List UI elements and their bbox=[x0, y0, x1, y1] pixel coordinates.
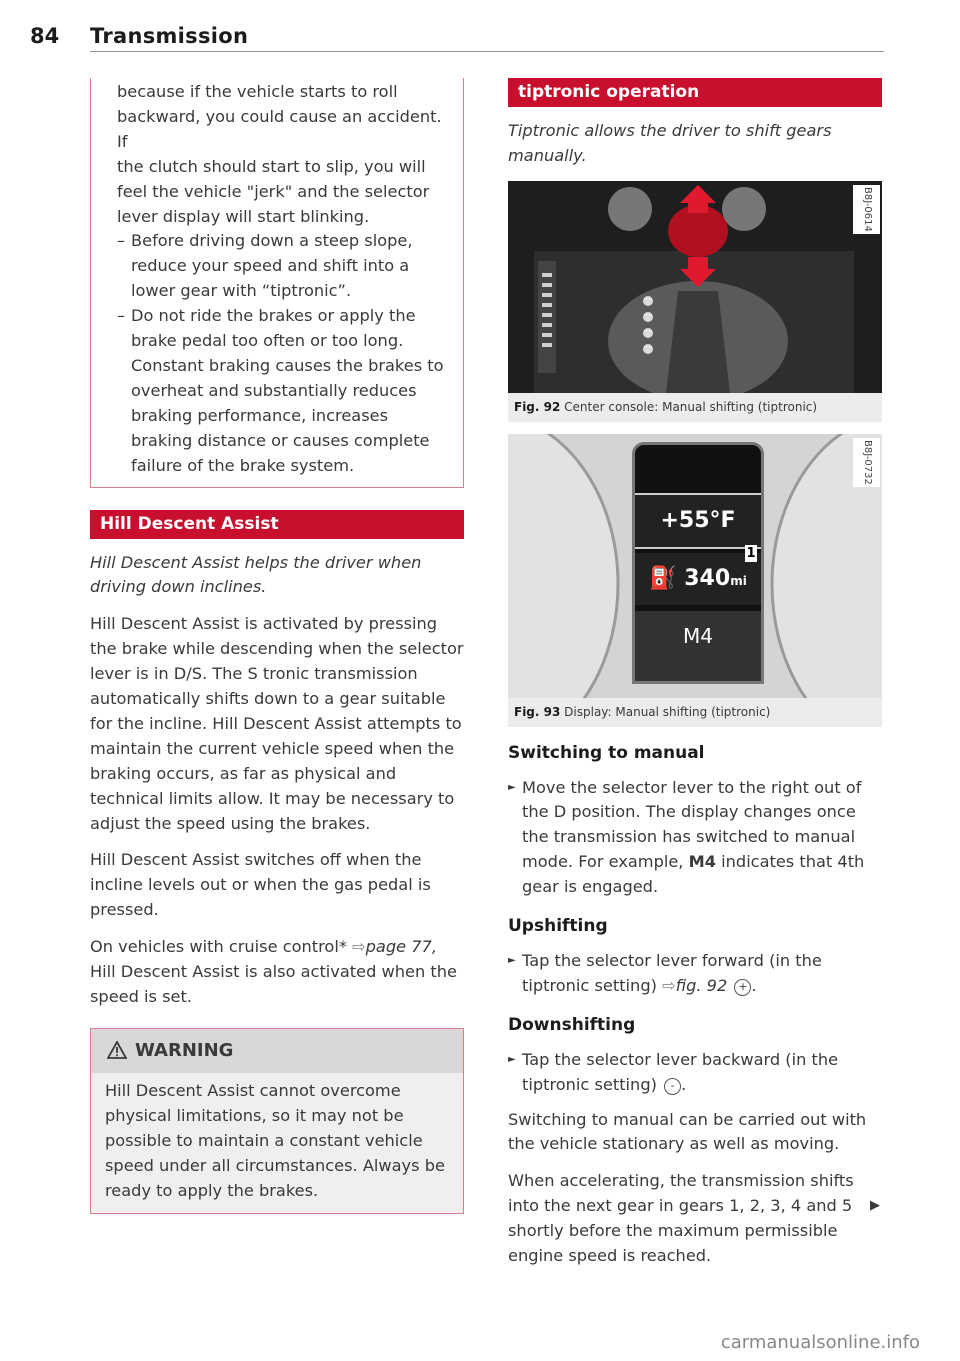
figure-code: B8J-0614 bbox=[853, 185, 880, 234]
gear-selector-illustration bbox=[508, 181, 882, 393]
warning-triangle-icon bbox=[107, 1041, 127, 1059]
subheading-upshifting: Upshifting bbox=[508, 916, 608, 937]
section-title-hill-descent: Hill Descent Assist bbox=[90, 510, 464, 539]
figure-caption bbox=[508, 698, 882, 727]
text: indicates that 4th gear is engaged. bbox=[522, 852, 865, 897]
page-ref-link[interactable]: page 77, bbox=[365, 937, 437, 957]
box-line: the clutch should start to slip, you will bbox=[117, 156, 426, 176]
paragraph: Switching to manual can be carried out with the vehicle stationary as well as moving. bbox=[508, 1109, 867, 1154]
text: Tap the selector lever backward (in the tiptronic setting) bbox=[522, 1049, 839, 1094]
page-number: 84 bbox=[30, 24, 60, 48]
instruction-step: ► Tap the selector lever forward (in the tiptronic setting) ⇨fig. 92 + . bbox=[508, 949, 882, 999]
figure-caption bbox=[508, 393, 882, 422]
box-item: – Do not ride the brakes or apply the brake pedal too often or too long. Constant braking causes the brakes to overheat and substantially reduces braking performance, increases braking distance or causes complete failure of the brake system. bbox=[117, 304, 451, 478]
section-title-tiptronic: tiptronic operation bbox=[508, 78, 882, 107]
page-title: Transmission bbox=[90, 24, 249, 48]
warning-header bbox=[91, 1029, 463, 1073]
paragraph: Hill Descent Assist is activated by pressing the brake while descending when the selector lever is in D/S. The S tronic transmission automatically shifts down to a gear suitable for the incline. Hill Descent Assist attempts to maintain the current vehicle speed when the braking occurs, as far as physical and technical limits allow. It may be necessary to adjust the speed using the brakes. bbox=[90, 614, 464, 833]
section-intro: Tiptronic allows the driver to shift gears manually. bbox=[508, 121, 832, 165]
driver-information-display bbox=[632, 442, 764, 684]
text: Move the selector lever to the right out of the D position. The display changes once the transmission has switched to manual mode. For example, bbox=[522, 777, 862, 872]
arrow-icon: ⇨ bbox=[662, 975, 676, 995]
figure-label: Fig. 93 bbox=[514, 704, 561, 719]
paragraph: Hill Descent Assist switches off when the incline levels out or when the gas pedal is pressed. bbox=[90, 850, 431, 920]
paragraph bbox=[90, 935, 464, 1010]
arrow-icon: ⇨ bbox=[352, 937, 366, 957]
header-rule bbox=[90, 51, 884, 52]
left-column bbox=[90, 78, 464, 1214]
instruction-step bbox=[508, 776, 882, 901]
range-readout bbox=[635, 553, 761, 605]
caution-box-continued bbox=[90, 78, 464, 488]
figure-ref-link[interactable]: fig. 92 bbox=[675, 975, 728, 995]
footer-watermark: carmanualsonline.info bbox=[720, 1332, 920, 1353]
continued-arrow-icon: ▶ bbox=[870, 1198, 880, 1213]
page-header bbox=[0, 20, 960, 56]
caption-text: Display: Manual shifting (tiptronic) bbox=[564, 704, 771, 719]
warning-box bbox=[90, 1028, 464, 1215]
caption-text: Center console: Manual shifting (tiptronic) bbox=[564, 399, 818, 414]
fuel-pump-icon: ⛽ bbox=[649, 565, 677, 591]
minus-circle-icon: - bbox=[664, 1078, 681, 1095]
emphasis: M4 bbox=[688, 852, 716, 872]
right-column bbox=[508, 78, 882, 1281]
warning-text: Hill Descent Assist cannot overcome physical limitations, so it may not be possible to maintain a constant vehicle speed under all circumstances. Always be ready to apply the brakes. bbox=[91, 1073, 463, 1214]
range-value: 340 bbox=[684, 565, 731, 591]
figure-label: Fig. 92 bbox=[514, 399, 561, 414]
subheading-switching: Switching to manual bbox=[508, 742, 705, 763]
text: Hill Descent Assist is also activated when the speed is set. bbox=[90, 962, 457, 1006]
box-line: backward, you could cause an accident. If bbox=[117, 106, 442, 151]
text: Tap the selector lever forward (in the tiptronic setting) bbox=[522, 950, 822, 995]
box-line: because if the vehicle starts to roll bbox=[117, 82, 398, 101]
range-unit: mi bbox=[730, 573, 747, 588]
instruction-step: ► Tap the selector lever backward (in the tiptronic setting) - . bbox=[508, 1048, 882, 1098]
outside-temperature: +55°F bbox=[635, 493, 761, 549]
box-line: lever display will start blinking. bbox=[117, 206, 370, 226]
subheading-downshifting: Downshifting bbox=[508, 1014, 636, 1035]
text: On vehicles with cruise control* bbox=[90, 937, 347, 957]
section-intro: Hill Descent Assist helps the driver when driving down inclines. bbox=[90, 552, 422, 597]
gear-mode: M4 bbox=[635, 611, 761, 681]
figure-92-center-console bbox=[508, 181, 882, 393]
box-item: – Before driving down a steep slope, reduce your speed and shift into a lower gear with “tiptronic”. bbox=[117, 229, 451, 304]
warning-title: WARNING bbox=[135, 1039, 234, 1061]
figure-code: B8J-0732 bbox=[853, 438, 880, 487]
paragraph: When accelerating, the transmission shifts into the next gear in gears 1, 2, 3, 4 and 5 shortly before the maximum permissible engine speed is reached. bbox=[508, 1171, 854, 1266]
box-line: feel the vehicle "jerk" and the selector bbox=[117, 181, 430, 201]
gear-indicator: 1 bbox=[746, 545, 756, 561]
plus-circle-icon: + bbox=[734, 979, 751, 996]
figure-93-display bbox=[508, 434, 882, 698]
